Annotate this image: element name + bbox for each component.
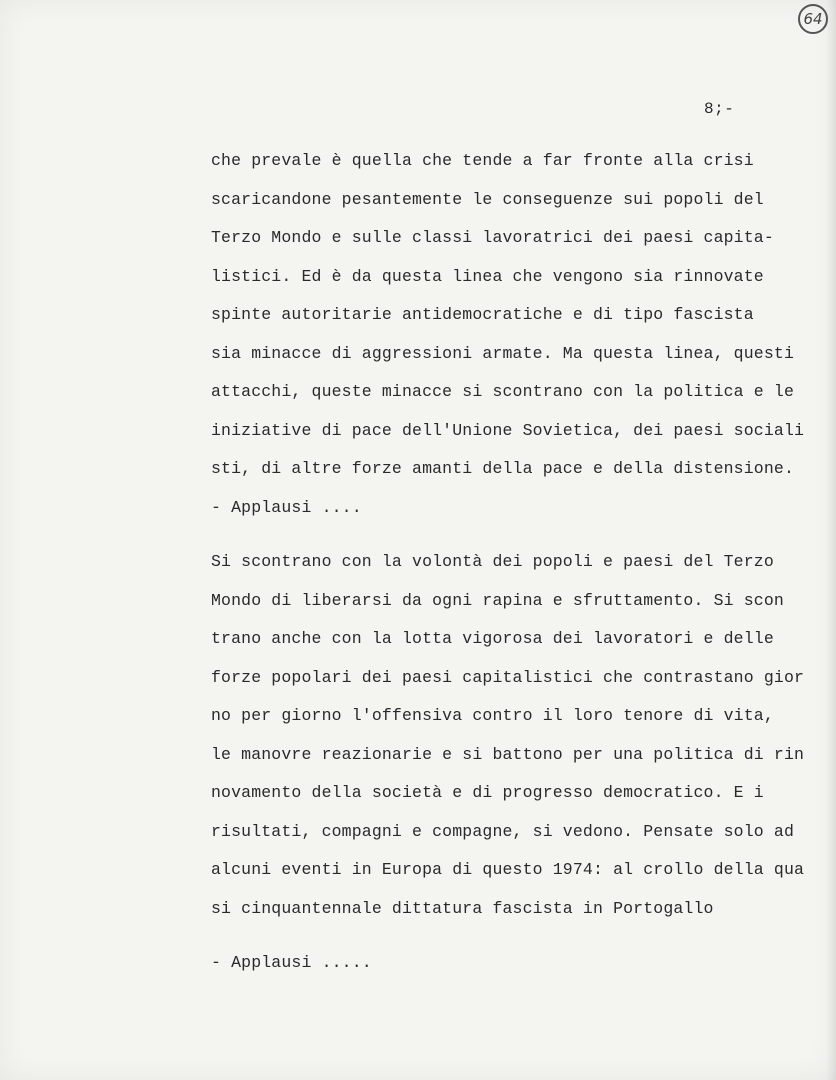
text-line: novamento della società e di progresso democratico. E i — [211, 783, 764, 802]
page-number: 8;- — [704, 100, 735, 118]
text-line: listici. Ed è da questa linea che vengono sia rinnovate — [211, 266, 764, 286]
text-line: alcuni eventi in Europa di questo 1974: al crollo della qua — [211, 860, 805, 879]
text-line: no per giorno l'offensiva contro il loro tenore di vita, — [211, 706, 774, 725]
text-line: iniziative di pace dell'Unione Sovietica, dei paesi sociali — [211, 420, 805, 440]
text-line: le manovre reazionarie e si battono per una politica di rin — [211, 744, 805, 764]
page-stamp: 64 — [798, 4, 828, 34]
text-line: risultati, compagni e compagne, si vedono. Pensate solo ad — [211, 821, 794, 841]
applause-note: - Applausi ..... — [211, 953, 372, 972]
text-line: forze popolari dei paesi capitalistici che contrastano gior — [211, 667, 805, 687]
text-line: Si scontrano con la volontà dei popoli e paesi del Terzo — [211, 552, 774, 571]
body-text — [211, 142, 811, 983]
paragraph-1 — [211, 142, 811, 489]
text-line: spinte autoritarie antidemocratiche e di tipo fascista — [211, 305, 754, 324]
text-line: Mondo di liberarsi da ogni rapina e sfruttamento. Si scon — [211, 590, 784, 610]
text-line: trano anche con la lotta vigorosa dei lavoratori e delle — [211, 629, 774, 648]
text-line: sia minacce di aggressioni armate. Ma questa linea, questi — [211, 343, 794, 363]
text-line: che prevale è quella che tende a far fronte alla crisi — [211, 151, 754, 170]
text-line: Terzo Mondo e sulle classi lavoratrici dei paesi capita- — [211, 228, 774, 247]
page-edge-shadow — [826, 0, 836, 1080]
text-line: scaricandone pesantemente le conseguenze sui popoli del — [211, 189, 764, 209]
text-line: si cinquantennale dittatura fascista in Portogallo — [211, 898, 714, 918]
text-line: attacchi, queste minacce si scontrano con la politica e le — [211, 382, 794, 401]
text-line: sti, di altre forze amanti della pace e della distensione. — [211, 459, 794, 478]
applause-note: - Applausi .... — [211, 497, 362, 517]
paragraph-2 — [211, 543, 811, 928]
